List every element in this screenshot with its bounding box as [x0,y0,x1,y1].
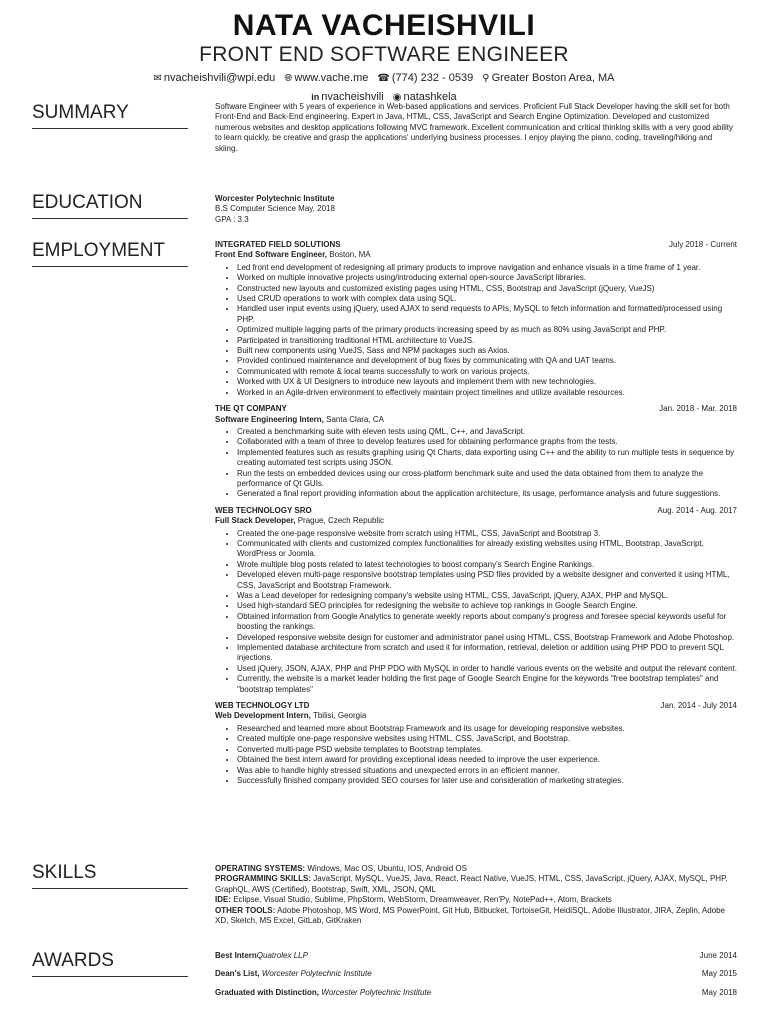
job-bullets [215,529,737,696]
contact-line [0,70,768,87]
award-item: Graduated with Distinction, Worcester Polytechnic Institute May 2018 [215,987,737,997]
list-item: • Created a benchmarking suite with eleven tests using QML, C++, and JavaScript. [237,427,737,437]
job-position: Software Engineering Intern, Santa Clara, CA [215,414,384,424]
skill-row: IDE: Eclipse, Visual Studio, Sublime, PhpStorm, WebStorm, Dreamweaver, Ren'Py, NotePad++, Atom, Brackets [215,895,612,905]
list-item: • Used high-standard SEO principles for redesigning the website to achieve top rankings in Google Search Engine. [237,601,737,611]
job-dates: Jan. 2018 - Mar. 2018 [659,404,737,414]
skill-row: OTHER TOOLS: Adobe Photoshop, MS Word, MS PowerPoint, Git Hub, Bitbucket, TortoiseGit, HeidiSQL, Adobe Illustrator, JIRA, Zeplin, Adobe XD, Sketch, MS Excel, GitLab, GitKraken [215,905,726,926]
list-item: • Participated in transitioning traditional HTML architecture to VueJS. [237,336,737,346]
job-dates: July 2018 - Current [668,240,737,249]
globe-icon: 🌐︎ [284,73,293,84]
phone-item[interactable] [377,72,476,84]
list-item: • Collaborated with a team of three to develop features used for obtaining performance graphs from the tests. [237,437,737,447]
job-dates: Jan. 2014 - July 2014 [660,701,737,711]
list-item: • Built new components using VueJS, Sass and NPM packages such as Axios. [237,346,737,356]
job-position: Web Development Intern, Tbilisi, Georgia [215,711,367,721]
github-icon: ◉ [392,92,402,103]
award-date: May 2015 [701,969,737,979]
job-entry [215,404,737,500]
skill-row: PROGRAMMING SKILLS: JavaScript, MySQL, VueJS, Java, React, React Native, VueJS, HTML, CSS, JavaScript, jQuery, AJAX, MySQL, PHP, GraphQL, AWS (Certified), Bootstrap, Swift, XML, JSON, QML [215,874,728,894]
employment-body [215,240,737,792]
company-name: INTEGRATED FIELD SOLUTIONS [215,240,341,249]
skills-heading: SKILLS [32,862,188,889]
summary-heading: SUMMARY [32,102,188,129]
job-position: Full Stack Developer, Prague, Czech Republic [215,516,384,526]
summary-text: Software Engineer with 5 years of experience in Web-based applications and services. Proficient Full Stack Developer having the skill set for both Front-End and Back-End engineering. Expert in Java, HTML, CSS, JavaScript and Search Engine Optimization. Developed and customized numerous websites and desktop applications following MVC framework. Excellent communication and critical thinking skills with a very good ability to learn quickly, be creative and grasp the applications' underlying business processes. I enjoy playing the piano, coding, traveling/hiking and skiing. [215,102,734,153]
list-item: • Communicated with clients and customized complex functionalities for already existing websites using HTML, Bootstrap, JavaScript, WordPress or Joomla. [237,539,737,560]
job-entry [215,701,737,786]
list-item: • Worked with UX & UI Designers to introduce new layouts and implement them with new technologies. [237,377,737,387]
list-item: • Implemented features such as results graphing using Qt Charts, data exporting using C++ and the ability to run multiple tests in sequence by creating automated test scripts using JSON. [237,448,737,469]
job-bullets [215,263,737,398]
list-item: • Created the one-page responsive website from scratch using HTML, CSS, JavaScript and Bootstrap 3. [237,529,737,539]
resume-header [0,0,768,106]
website-item[interactable] [284,72,371,84]
school-name: Worcester Polytechnic Institute [215,194,335,203]
list-item: • Used jQuery, JSON, AJAX, PHP and PHP PDO with MySQL in order to handle various events on the website and output the relevant content. [237,664,737,674]
job-entry [215,506,737,695]
list-item: • Implemented database architecture from scratch and used it for information, retrieval, deletion or addition using PHP PDO to prevent SQL injections. [237,643,737,664]
location-item [482,72,614,84]
list-item: • Worked in an Agile-driven environment to effectively maintain project timelines and utilize available resources. [237,388,737,398]
list-item: • Communicated with remote & local teams successfully to work on various projects. [237,367,737,377]
location-text: Greater Boston Area, MA [491,72,615,84]
award-item: Best InternQuatrolex LLP June 2014 [215,951,737,960]
linkedin-text: nvacheishvili [321,91,384,103]
company-name: WEB TECHNOLOGY SRO [215,505,312,515]
list-item: • Used CRUD operations to work with complex data using SQL. [237,294,737,304]
degree: B.S Computer Science May, 2018 [215,204,335,214]
education-heading: EDUCATION [32,192,188,219]
list-item: • Was a Lead developer for redesigning company's website using HTML, CSS, JavaScript, jQuery, AJAX, PHP and MySQL. [237,591,737,601]
list-item: • Obtained information from Google Analytics to generate weekly reports about company's progress and foresee special keywords useful for boosting the rankings. [237,612,737,633]
award-date: May 2018 [701,987,737,997]
award-date: June 2014 [699,951,737,960]
job-dates: Aug. 2014 - Aug. 2017 [657,505,737,515]
list-item: • Wrote multiple blog posts related to latest technologies to boost company's Search Engine Rankings. [237,560,737,570]
skills-body [215,864,737,926]
list-item: • Researched and learned more about Bootstrap Framework and its usage for developing responsive websites. [237,724,737,734]
phone-text: (774) 232 - 0539 [391,72,474,84]
list-item: • Provided continued maintenance and development of bug fixes by communicating with QA and UAT teams. [237,356,737,366]
job-bullets [215,724,737,786]
github-text: natashkela [403,91,457,103]
employment-heading: EMPLOYMENT [32,240,188,267]
company-name: WEB TECHNOLOGY LTD [215,701,310,711]
map-pin-icon: ⚲ [482,73,490,84]
job-position: Front End Software Engineer, Boston, MA [215,250,371,260]
linkedin-icon: in [311,92,320,102]
list-item: • Led front end development of redesigning all primary products to improve navigation and enhance visuals in a time frame of 1 year. [237,263,737,273]
education-body [215,194,737,225]
list-item: • Constructed new layouts and customized existing pages using HTML, CSS, Bootstrap and JavaScript (jQuery, VueJS) [237,284,737,294]
email-item[interactable] [153,72,278,84]
list-item: • Currently, the website is a market leader holding the first page of Google Search Engine for the keywords "free bootstrap templates" and "bootstrap templates" [237,674,737,695]
list-item: • Developed responsive website design for customer and administrator panel using HTML, CSS, Bootstrap Framework and Adobe Photoshop. [237,633,737,643]
candidate-title: FRONT END SOFTWARE ENGINEER [199,43,569,66]
phone-icon: ☎ [377,73,390,84]
list-item: • Generated a final report providing information about the application architecture, its usage, performance analysis and future suggestions. [237,489,737,499]
award-item: Dean's List, Worcester Polytechnic Institute May 2015 [215,969,737,979]
list-item: • Worked on multiple innovative projects using/introducing external open-source JavaScript libraries. [237,273,737,283]
job-bullets [215,427,737,500]
company-name: THE QT COMPANY [215,404,287,414]
list-item: • Successfully finished company provided SEO courses for later use and consideration of marketing strategies. [237,776,737,786]
list-item: • Was able to handle highly stressed situations and unexpected errors in an efficient manner. [237,766,737,776]
list-item: • Converted multi-page PSD website templates to Bootstrap templates. [237,745,737,755]
gpa: GPA : 3.3 [215,214,249,224]
list-item: • Created multiple one-page responsive websites using HTML, CSS, JavaScript, and Bootstrap. [237,734,737,744]
list-item: • Optimized multiple lagging parts of the primary products increasing speed by as much as 80% using JavaScript and PHP. [237,325,737,335]
candidate-name: NATA VACHEISHVILI [232,9,536,42]
email-text: nvacheishvili@wpi.edu [163,72,276,84]
skill-row: OPERATING SYSTEMS: Windows, Mac OS, Ubuntu, IOS, Android OS [215,864,467,873]
job-entry [215,240,737,398]
list-item: • Developed eleven multi-page responsive bootstrap templates using PSD files provided by a website designer and converted it using HTML, CSS, JavaScript and Bootstrap Framework. [237,570,737,591]
list-item: • Obtained the best intern award for providing exceptional ideas needed to improve the user experience. [237,755,737,765]
website-text: www.vache.me [294,72,369,84]
awards-heading: AWARDS [32,950,188,977]
list-item: • Handled user input events using jQuery, used AJAX to send requests to APIs, MySQL to fetch information and formatted/processed using PHP. [237,304,737,325]
envelope-icon: ✉ [153,73,162,84]
awards-body [215,951,737,1006]
list-item: • Run the tests on embedded devices using our cross-platform benchmark suite and used the data obtained from them to analyze the performance of Qt GUIs. [237,469,737,490]
